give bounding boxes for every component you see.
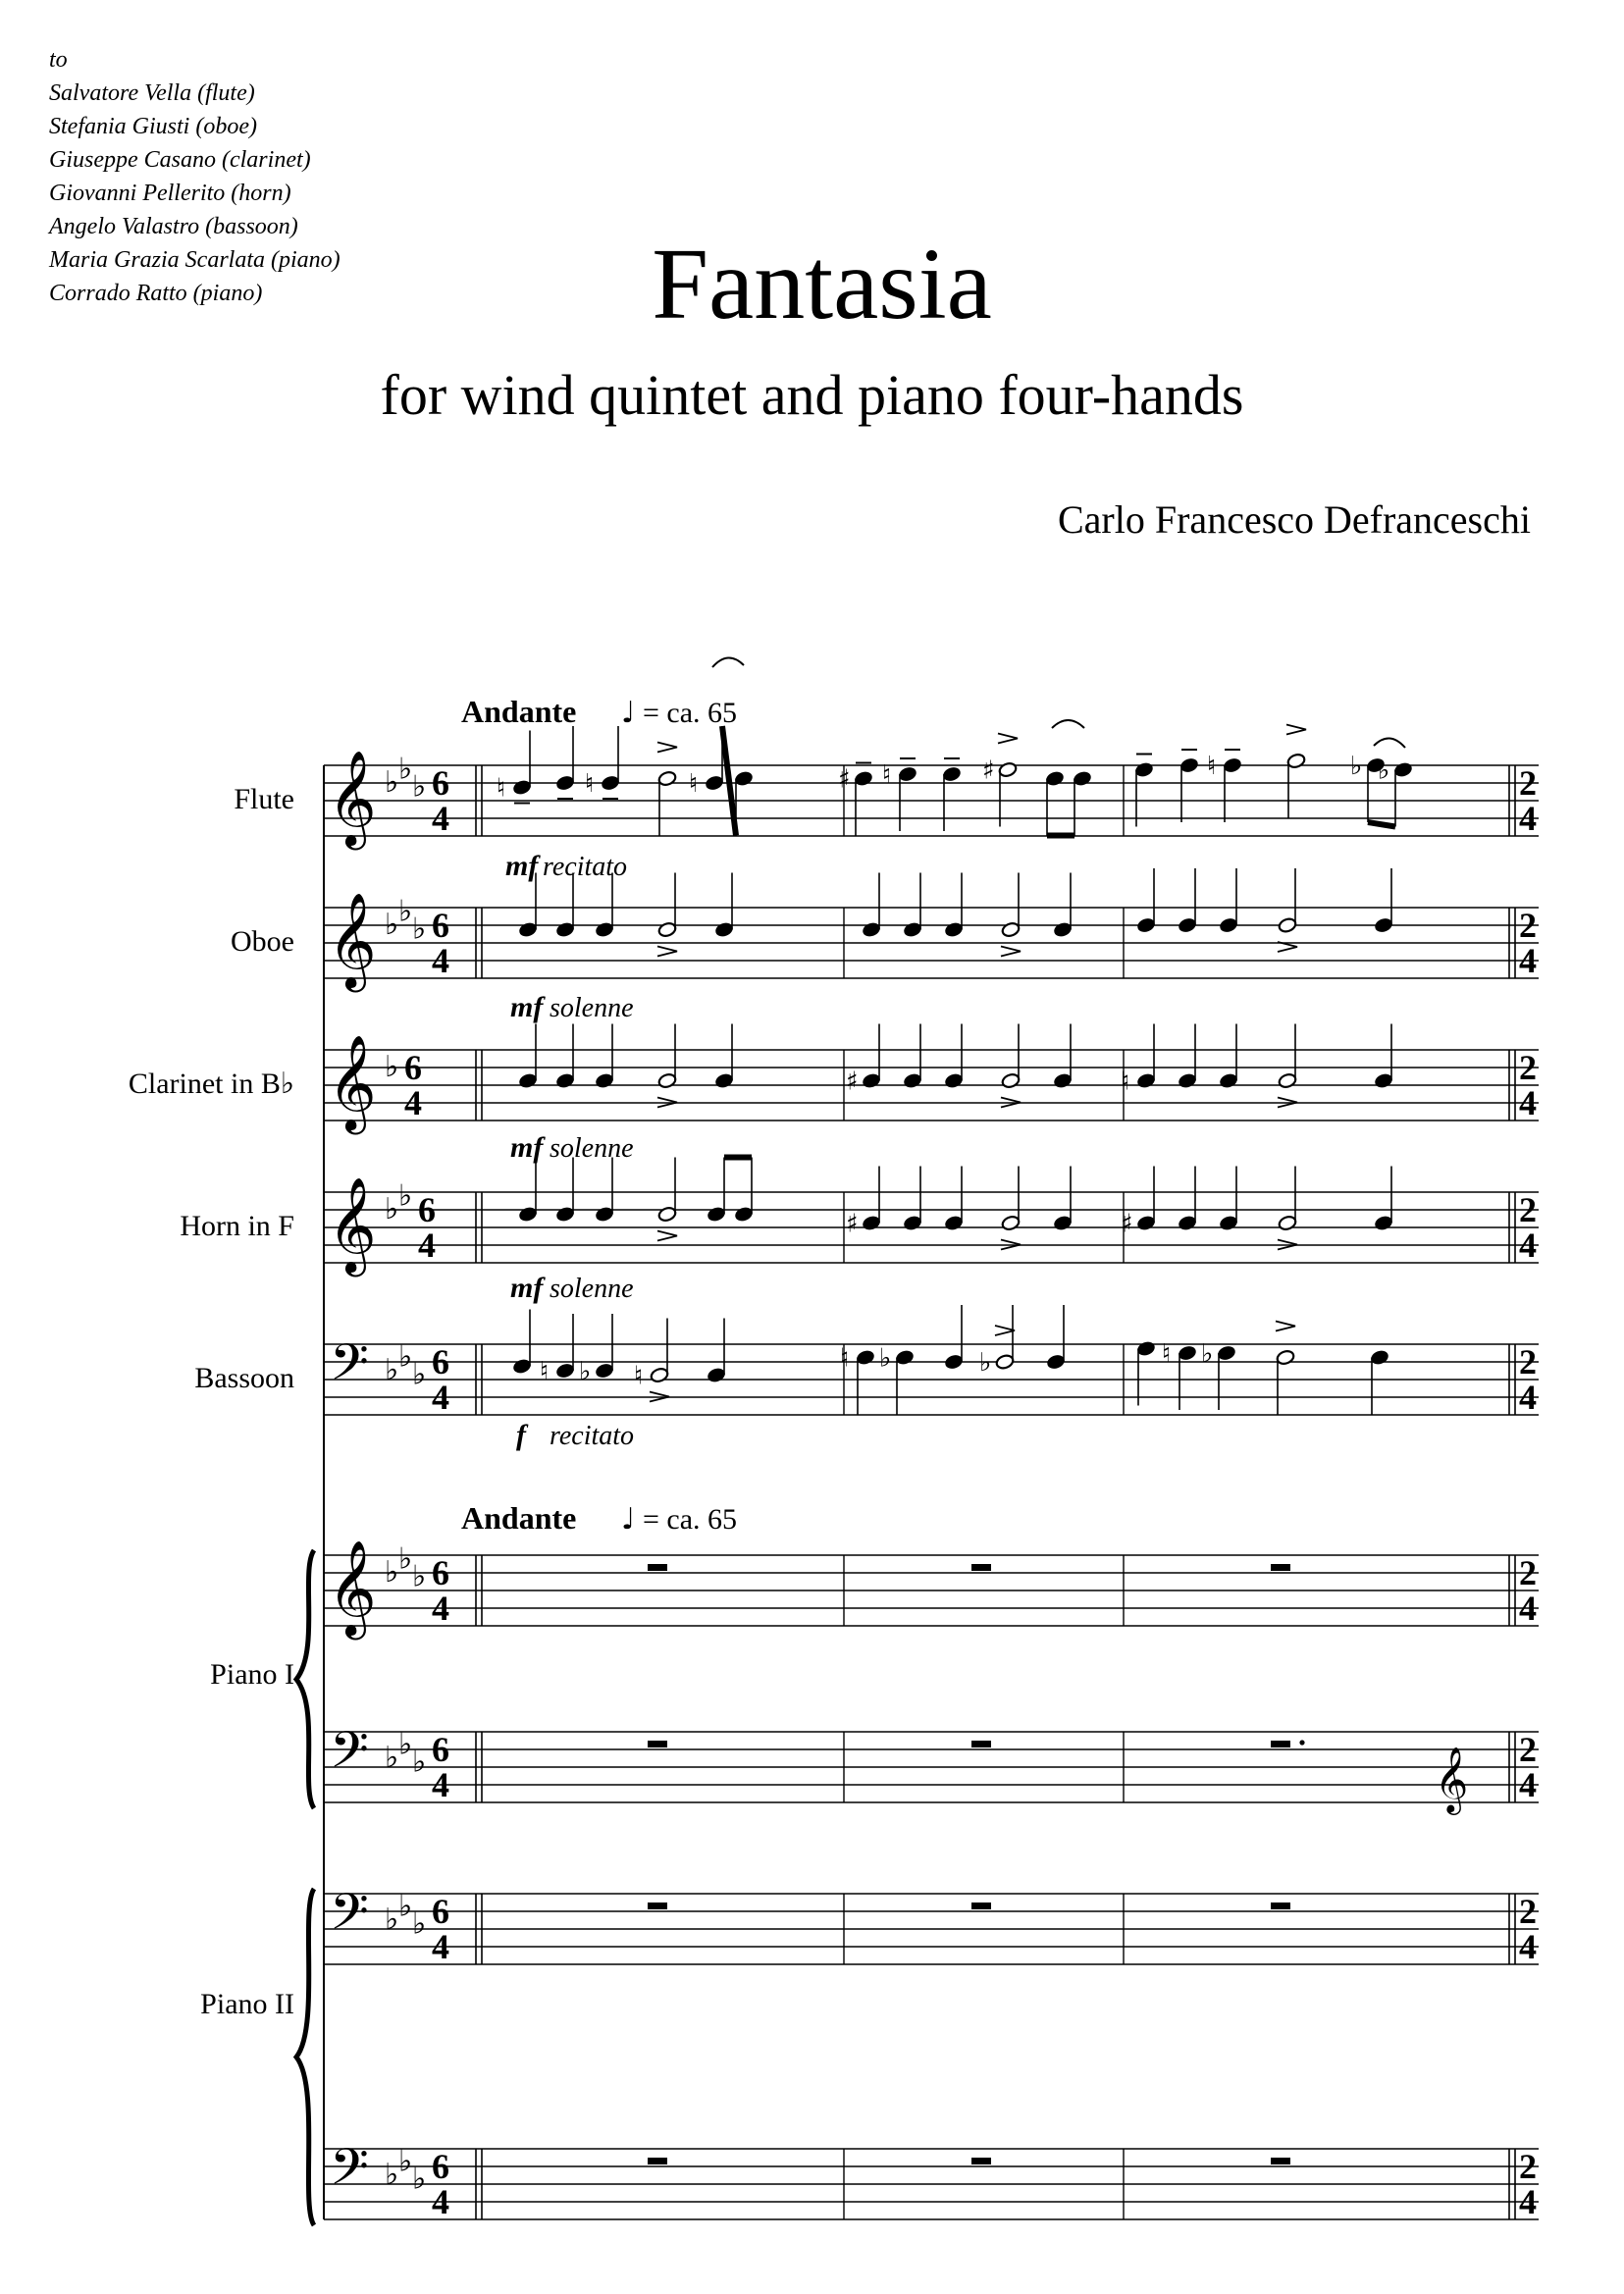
dedication-line: to <box>49 47 68 73</box>
flat-icon: ♭ <box>1201 1339 1214 1369</box>
natural-icon: ♮ <box>1121 1067 1130 1097</box>
accent-mark <box>995 1326 1015 1335</box>
time-signature-top: 2 <box>1519 2147 1537 2186</box>
treble-clef-icon: 𝄞 <box>328 750 377 846</box>
notehead <box>1178 1344 1197 1361</box>
time-signature-bottom: 4 <box>432 941 449 980</box>
time-signature-bottom: 4 <box>1519 1589 1537 1628</box>
notehead <box>1136 1215 1156 1231</box>
time-signature-top: 6 <box>432 1342 449 1382</box>
notehead <box>1053 1215 1073 1231</box>
notehead <box>650 1367 669 1383</box>
notehead <box>895 1349 915 1366</box>
bass-clef-icon: 𝄢 <box>330 1332 369 1404</box>
time-signature-bottom: 4 <box>1519 2182 1537 2221</box>
notehead <box>1374 1215 1393 1231</box>
time-signature-bottom: 4 <box>1519 941 1537 980</box>
page-title: Fantasia <box>652 228 992 340</box>
augmentation-dot <box>1299 1740 1304 1745</box>
notehead <box>555 1206 575 1223</box>
notehead <box>714 921 734 938</box>
notehead <box>555 1072 575 1089</box>
quarter-note-icon: ♩ <box>621 1502 636 1537</box>
time-signature-top: 2 <box>1519 1892 1537 1931</box>
notehead <box>1134 761 1154 778</box>
treble-clef-icon: 𝄞 <box>328 1539 377 1636</box>
whole-rest <box>971 1564 991 1571</box>
whole-rest <box>971 1903 991 1909</box>
notehead <box>512 779 532 796</box>
dedication-line: Stefania Giusti (oboe) <box>49 114 257 139</box>
whole-rest <box>648 1741 667 1747</box>
time-signature-bottom: 4 <box>1519 799 1537 838</box>
key-flat-icon: ♭ <box>412 769 427 805</box>
notehead <box>1178 1215 1197 1231</box>
dynamic-marking: f <box>516 1419 526 1451</box>
notehead <box>1219 1072 1238 1089</box>
notehead <box>862 1215 881 1231</box>
notehead <box>1370 1349 1389 1366</box>
notehead <box>944 1072 964 1089</box>
notehead <box>657 770 677 787</box>
notehead <box>555 921 575 938</box>
notehead <box>1217 1344 1236 1361</box>
dedication-line: Angelo Valastro (bassoon) <box>49 214 298 239</box>
treble-clef-icon: 𝄞 <box>328 1034 377 1130</box>
notehead <box>1136 916 1156 933</box>
notehead <box>856 1349 875 1366</box>
time-signature-top: 2 <box>1519 906 1537 945</box>
natural-icon: ♮ <box>840 1343 850 1374</box>
time-signature-bottom: 4 <box>1519 1083 1537 1122</box>
key-flat-icon: ♭ <box>412 1559 427 1594</box>
natural-icon: ♮ <box>689 769 699 799</box>
notehead <box>1278 1215 1297 1231</box>
key-flat-icon: ♭ <box>398 752 413 787</box>
accent-mark <box>1286 725 1306 735</box>
notehead <box>942 765 962 782</box>
notehead <box>707 1206 726 1223</box>
tempo-piano-value: = ca. 65 <box>643 1503 738 1536</box>
time-signature-top: 6 <box>418 1190 436 1229</box>
notehead <box>944 921 964 938</box>
dedication-line: Giovanni Pellerito (horn) <box>49 181 291 206</box>
notehead <box>1045 770 1065 787</box>
natural-icon: ♮ <box>882 760 892 790</box>
treble-clef-icon: 𝄞 <box>1435 1746 1469 1812</box>
time-signature-top: 2 <box>1519 1048 1537 1087</box>
composer-name: Carlo Francesco Defranceschi <box>1058 497 1531 542</box>
dedication-line: Giuseppe Casano (clarinet) <box>49 147 311 173</box>
bass-clef-icon: 𝄢 <box>330 1882 369 1954</box>
key-flat-icon: ♭ <box>385 1353 399 1387</box>
instrument-label: Piano II <box>200 1988 294 2020</box>
dynamic-marking: mf <box>510 1131 544 1164</box>
notehead <box>1001 921 1021 938</box>
notehead <box>1286 753 1306 769</box>
key-flat-icon: ♭ <box>398 1727 413 1762</box>
notehead <box>657 921 677 938</box>
natural-icon: ♮ <box>497 773 506 804</box>
notehead <box>518 1072 538 1089</box>
time-signature-bottom: 4 <box>432 799 449 838</box>
key-flat-icon: ♭ <box>385 1555 399 1590</box>
time-signature-top: 6 <box>432 2147 449 2186</box>
key-flat-icon: ♭ <box>398 894 413 929</box>
whole-rest <box>1271 2158 1290 2164</box>
key-flat-icon: ♭ <box>398 1541 413 1577</box>
notehead <box>734 770 754 787</box>
notehead <box>1393 761 1413 778</box>
flat-icon: ♭ <box>879 1343 892 1374</box>
time-signature-top: 6 <box>432 763 449 803</box>
time-signature-top: 6 <box>432 1553 449 1592</box>
piano-2-brace <box>296 1889 314 2225</box>
time-signature-bottom: 4 <box>432 1378 449 1417</box>
notehead <box>595 1072 614 1089</box>
tempo-piano-label: Andante <box>461 1500 577 1536</box>
whole-rest <box>648 1564 667 1571</box>
accent-mark <box>657 1231 677 1241</box>
bass-clef-icon: 𝄢 <box>330 1720 369 1792</box>
notehead <box>1178 916 1197 933</box>
expression-marking: solenne <box>550 993 634 1023</box>
slur <box>712 657 744 667</box>
notehead <box>944 1353 964 1370</box>
dynamic-marking: mf <box>505 850 539 882</box>
notehead <box>995 1353 1015 1370</box>
dedication-line: Salvatore Vella (flute) <box>49 80 255 106</box>
treble-clef-icon: 𝄞 <box>328 892 377 988</box>
notehead <box>1178 1072 1197 1089</box>
time-signature-bottom: 4 <box>432 1589 449 1628</box>
dynamic-marking: mf <box>510 1272 544 1304</box>
accent-mark <box>657 743 677 753</box>
time-signature-top: 6 <box>404 1048 422 1087</box>
time-signature-top: 2 <box>1519 1190 1537 1229</box>
treble-clef-icon: 𝄞 <box>328 1176 377 1273</box>
natural-icon: ♮ <box>1162 1339 1172 1369</box>
notehead <box>518 1206 538 1223</box>
accent-mark <box>1276 1322 1295 1331</box>
notehead <box>1053 921 1073 938</box>
flat-icon: ♭ <box>979 1348 992 1378</box>
sharp-icon: ♯ <box>838 764 851 795</box>
notehead <box>595 921 614 938</box>
notehead <box>998 761 1018 778</box>
instrument-label: Clarinet in B♭ <box>128 1068 294 1100</box>
notehead <box>1136 1340 1156 1357</box>
time-signature-top: 2 <box>1519 763 1537 803</box>
instrument-label: Horn in F <box>180 1210 294 1242</box>
notehead <box>1073 770 1092 787</box>
notehead <box>1046 1353 1066 1370</box>
sharp-icon: ♯ <box>846 1209 859 1239</box>
bass-clef-icon: 𝄢 <box>330 2137 369 2209</box>
key-flat-icon: ♭ <box>385 765 399 800</box>
notehead <box>714 1072 734 1089</box>
time-signature-bottom: 4 <box>418 1225 436 1265</box>
page-subtitle: for wind quintet and piano four-hands <box>380 363 1244 427</box>
notehead <box>595 1362 614 1379</box>
time-signature-bottom: 4 <box>1519 1927 1537 1966</box>
whole-rest <box>648 1903 667 1909</box>
notehead <box>1136 1072 1156 1089</box>
notehead <box>705 774 724 791</box>
notehead <box>944 1215 964 1231</box>
notehead <box>1001 1215 1021 1231</box>
dedication-line: Corrado Ratto (piano) <box>49 281 263 306</box>
whole-rest <box>648 2158 667 2164</box>
dynamic-marking: mf <box>510 991 544 1023</box>
notehead <box>862 1072 881 1089</box>
expression-marking: recitato <box>550 1421 635 1451</box>
time-signature-top: 2 <box>1519 1553 1537 1592</box>
whole-rest <box>1271 1741 1290 1747</box>
key-flat-icon: ♭ <box>385 1903 399 1937</box>
notehead <box>657 1206 677 1223</box>
notehead <box>1001 1072 1021 1089</box>
notehead <box>657 1072 677 1089</box>
notehead <box>1374 916 1393 933</box>
time-signature-bottom: 4 <box>1519 1765 1537 1804</box>
key-flat-icon: ♭ <box>398 1178 413 1214</box>
key-flat-icon: ♭ <box>385 1192 399 1226</box>
notehead <box>903 1215 922 1231</box>
beam <box>1368 822 1395 827</box>
expression-marking: solenne <box>550 1133 634 1164</box>
key-flat-icon: ♭ <box>412 1357 427 1392</box>
key-flat-icon: ♭ <box>412 2162 427 2197</box>
key-flat-icon: ♭ <box>385 908 399 942</box>
notehead <box>1278 1072 1297 1089</box>
piano-1-brace <box>296 1550 314 1808</box>
accent-mark <box>657 947 677 957</box>
tempo-winds-label: Andante <box>461 694 577 729</box>
instrument-label: Oboe <box>231 925 294 958</box>
notehead <box>1223 756 1242 773</box>
notehead <box>1374 1072 1393 1089</box>
sharp-icon: ♯ <box>846 1067 859 1097</box>
notehead <box>555 1362 575 1379</box>
accent-mark <box>998 734 1018 744</box>
time-signature-bottom: 4 <box>404 1083 422 1122</box>
key-flat-icon: ♭ <box>412 1906 427 1942</box>
notehead <box>512 1358 532 1375</box>
notehead <box>1053 1072 1073 1089</box>
slur <box>1374 738 1405 748</box>
instrument-label: Piano I <box>210 1658 294 1691</box>
slur <box>1052 720 1084 728</box>
time-signature-top: 6 <box>432 1892 449 1931</box>
notehead <box>601 774 620 791</box>
natural-icon: ♮ <box>634 1361 644 1391</box>
natural-icon: ♮ <box>540 1357 550 1386</box>
time-signature-bottom: 4 <box>1519 1225 1537 1265</box>
notehead <box>1278 916 1297 933</box>
notehead <box>595 1206 614 1223</box>
time-signature-bottom: 4 <box>432 1765 449 1804</box>
time-signature-top: 6 <box>432 1730 449 1769</box>
notehead <box>707 1367 726 1383</box>
notehead <box>1219 1215 1238 1231</box>
beam <box>722 726 736 836</box>
instrument-label: Flute <box>234 783 294 815</box>
notehead <box>1276 1349 1295 1366</box>
whole-rest <box>1271 1564 1290 1571</box>
natural-icon: ♮ <box>585 769 595 799</box>
whole-rest <box>971 1741 991 1747</box>
notehead <box>555 774 575 791</box>
notehead <box>854 770 873 787</box>
expression-marking: recitato <box>543 852 628 882</box>
key-flat-icon: ♭ <box>398 1339 413 1375</box>
flat-icon: ♭ <box>1378 756 1390 786</box>
tempo-winds-value: = ca. 65 <box>643 697 738 729</box>
key-flat-icon: ♭ <box>398 1889 413 1924</box>
whole-rest <box>971 2158 991 2164</box>
notehead <box>862 921 881 938</box>
whole-rest <box>1271 1903 1290 1909</box>
time-signature-top: 2 <box>1519 1730 1537 1769</box>
notehead <box>903 921 922 938</box>
notehead <box>898 765 917 782</box>
notehead <box>1179 756 1199 773</box>
time-signature-bottom: 4 <box>432 2182 449 2221</box>
natural-icon: ♮ <box>1207 752 1217 781</box>
key-flat-icon: ♭ <box>398 2144 413 2179</box>
time-signature-top: 6 <box>432 906 449 945</box>
key-flat-icon: ♭ <box>385 2158 399 2192</box>
quarter-note-icon: ♩ <box>621 696 636 730</box>
key-flat-icon: ♭ <box>412 1745 427 1780</box>
notehead <box>1219 916 1238 933</box>
key-flat-icon: ♭ <box>385 1050 399 1084</box>
dedication-line: Maria Grazia Scarlata (piano) <box>49 247 341 273</box>
notehead <box>518 921 538 938</box>
time-signature-top: 2 <box>1519 1342 1537 1382</box>
flat-icon: ♭ <box>579 1357 592 1386</box>
time-signature-bottom: 4 <box>1519 1378 1537 1417</box>
key-flat-icon: ♭ <box>385 1741 399 1775</box>
sharp-icon: ♯ <box>982 756 995 786</box>
flat-icon: ♭ <box>1350 752 1363 781</box>
notehead <box>734 1206 754 1223</box>
notehead <box>903 1072 922 1089</box>
key-flat-icon: ♭ <box>412 912 427 947</box>
time-signature-bottom: 4 <box>432 1927 449 1966</box>
accent-mark <box>1001 947 1021 957</box>
sharp-icon: ♯ <box>1121 1209 1133 1239</box>
expression-marking: solenne <box>550 1274 634 1304</box>
instrument-label: Bassoon <box>194 1362 294 1394</box>
